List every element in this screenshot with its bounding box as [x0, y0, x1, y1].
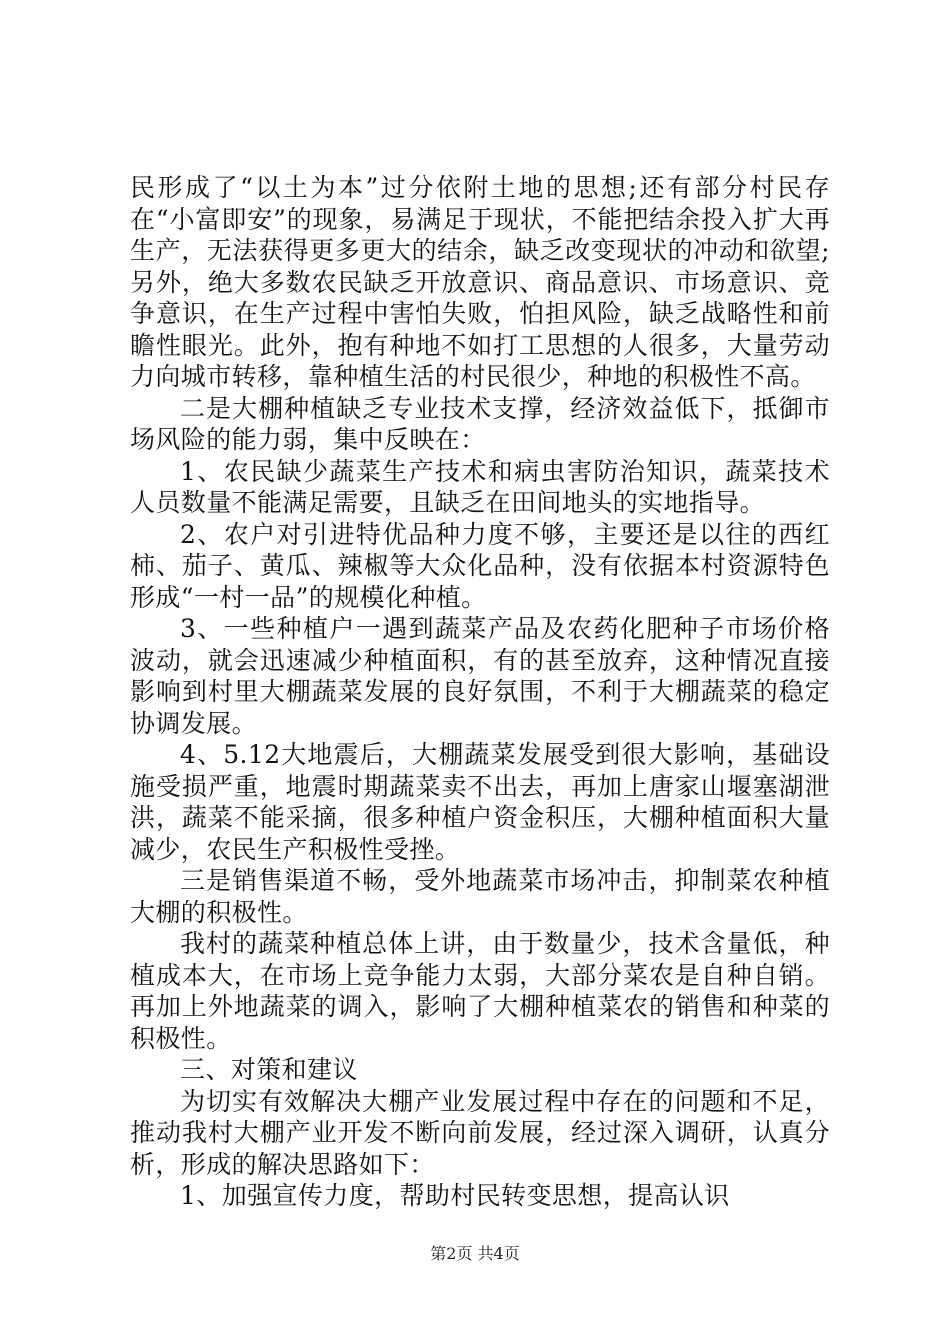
paragraph-problem-three: 三是销售渠道不畅，受外地蔬菜市场冲击，抑制菜农种植大棚的积极性。 — [130, 866, 830, 927]
paragraph-item-3: 3、一些种植户一遇到蔬菜产品及农药化肥种子市场价格波动，就会迅速减少种植面积，有的甚至放弃，这种情况直接影响到村里大棚蔬菜发展的良好氛围，不利于大棚蔬菜的稳定协调发展。 — [130, 614, 830, 738]
paragraph-continuation: 民形成了“以土为本”过分依附土地的思想;还有部分村民存在“小富即安”的现象，易满足于现状，不能把结余投入扩大再生产，无法获得更多更大的结余，缺乏改变现状的冲动和欲望;另外，绝大多数农民缺乏开放意识、商品意识、市场意识、竞争意识，在生产过程中害怕失败，怕担风险，缺乏战略性和前瞻性眼光。此外，抱有种地不如打工思想的人很多，大量劳动力向城市转移，靠种植生活的村民很少，种地的积极性不高。 — [130, 173, 830, 391]
paragraph-measure-1: 1、加强宣传力度，帮助村民转变思想，提高认识 — [180, 1181, 730, 1210]
paragraph-countermeasures-intro: 为切实有效解决大棚产业发展过程中存在的问题和不足，推动我村大棚产业开发不断向前发展，经过深入调研，认真分析，形成的解决思路如下： — [130, 1086, 830, 1179]
page-number-label: 第2页 共4页 — [430, 1244, 520, 1263]
paragraph-problem-two: 二是大棚种植缺乏专业技术支撑，经济效益低下，抵御市场风险的能力弱，集中反映在： — [130, 393, 830, 454]
paragraph-item-1: 1、农民缺少蔬菜生产技术和病虫害防治知识，蔬菜技术人员数量不能满足需要，且缺乏在田间地头的实地指导。 — [130, 456, 830, 517]
page-footer — [0, 1244, 950, 1264]
paragraph-item-2: 2、农户对引进特优品种力度不够，主要还是以往的西红柿、茄子、黄瓜、辣椒等大众化品种，没有依据本村资源特色形成“一村一品”的规模化种植。 — [130, 519, 830, 612]
paragraph-sales-summary: 我村的蔬菜种植总体上讲，由于数量少，技术含量低，种植成本大，在市场上竞争能力太弱，大部分菜农是自种自销。再加上外地蔬菜的调入，影响了大棚种植菜农的销售和种菜的积极性。 — [130, 929, 830, 1053]
document-body — [130, 172, 830, 1212]
paragraph-item-4: 4、5.12大地震后，大棚蔬菜发展受到很大影响，基础设施受损严重，地震时期蔬菜卖不出去，再加上唐家山堰塞湖泄洪，蔬菜不能采摘，很多种植户资金积压，大棚种植面积大量减少，农民生产积极性受挫。 — [130, 740, 830, 864]
section-heading-countermeasures: 三、对策和建议 — [180, 1055, 358, 1084]
